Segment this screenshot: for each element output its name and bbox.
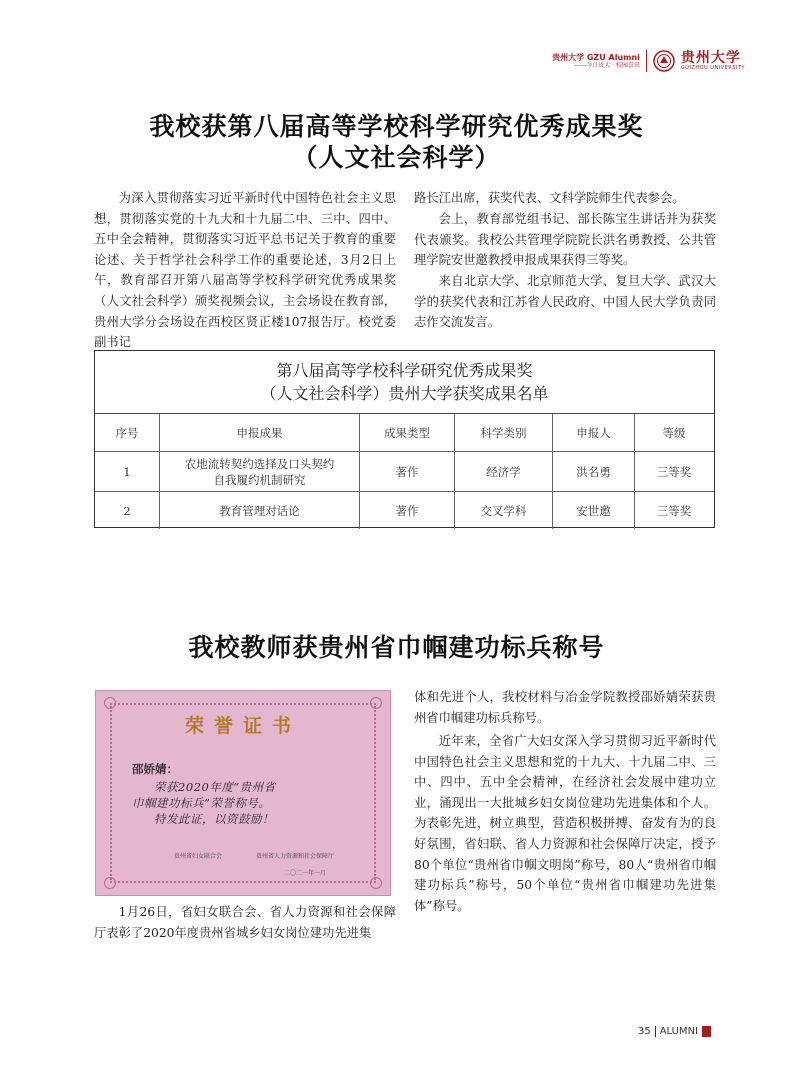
logo-divider [646, 50, 647, 72]
table-cell: 2 [95, 492, 160, 529]
footer-accent-block [702, 1026, 711, 1037]
certificate-title: 荣誉证书 [184, 715, 301, 737]
column-header: 申报人 [553, 414, 635, 451]
article1-left-paragraph: 为深入贯彻落实习近平新时代中国特色社会主义思想，贯彻落实党的十九大和十九届二中、三中、四中、五中全会精神，贯彻落实习近平总书记关于教育的重要论述、关于哲学社会科学工作的重要论述，3月2日上午，教育部召开第八届高等学校科学研究优秀成果奖（人文社会科学）颁奖视频会议，主会场设在教育部，贵州大学分会场设在西校区贤正楼107报告厅。校党委副书记 [94, 191, 396, 350]
magazine-name: ALUMNI [659, 1026, 698, 1037]
alumni-name: 贵州大学 GZU Alumni [552, 52, 640, 62]
table-cell: 安世邀 [553, 492, 635, 529]
table-cell: 1 [95, 452, 160, 491]
certificate-corner-ornament [104, 697, 116, 709]
table-caption-line2: （人文社会科学）贵州大学获奖成果名单 [260, 384, 549, 403]
certificate-corner-ornament [370, 877, 382, 889]
certificate-date: 二〇二一年一月 [284, 870, 327, 877]
university-name-en: GUIZHOU UNIVERSITY [680, 64, 745, 71]
article1-subtitle: （人文社会科学） [292, 143, 501, 172]
table-row [95, 492, 714, 529]
table-cell: 三等奖 [656, 503, 692, 518]
page-footer [638, 1026, 711, 1037]
university-emblem-icon [653, 50, 675, 72]
footer-separator [655, 1026, 656, 1037]
column-header: 等级 [662, 425, 686, 440]
article1-title: 我校获第八届高等学校科学研究优秀成果奖 [149, 112, 644, 141]
article2-left-paragraph: 1月26日，省妇女联合会、省人力资源和社会保障厅表彰了2020年度贵州省城乡妇女岗位建功先进集 [94, 905, 396, 940]
certificate-corner-ornament [104, 877, 116, 889]
certificate-recipient: 邵娇婧： [132, 762, 178, 776]
table-cell: 经济学 [455, 452, 553, 491]
page-number: 35 [637, 1026, 651, 1037]
certificate-issuer: 贵州省人力资源和社会保障厅 [256, 853, 335, 860]
university-brand [681, 51, 745, 71]
article1-right-paragraph-2: 会上，教育部党组书记、部长陈宝生讲话并为获奖代表颁奖。我校公共管理学院院长洪名勇教授、公共管理学院安世邀教授申报成果获得三等奖。 [414, 212, 716, 268]
award-table [94, 350, 715, 528]
certificate-corner-ornament [370, 697, 382, 709]
certificate-text-line: 特发此证，以资鼓励！ [154, 812, 274, 826]
article2-right-paragraph-2: 近年来，全省广大妇女深入学习贯彻习近平新时代中国特色社会主义思想和党的十九大、十九届二中、三中、四中、五中全会精神，在经济社会发展中建功立业，涌现出一大批城乡妇女岗位建功先进集体和个人。为表彰先进，树立典型，营造积极拼搏、奋发有为的良好氛围，省妇联、省人力资源和社会保障厅决定，授予80个单位“贵州省巾帼文明岗”称号，80人“贵州省巾帼建功标兵”称号，50个单位“贵州省巾帼建功先进集体”称号。 [414, 734, 716, 913]
table-cell: 洪名勇 [553, 452, 635, 491]
column-header: 申报成果 [160, 414, 360, 451]
table-cell: 三等奖 [656, 464, 692, 479]
table-cell: 著作 [360, 452, 455, 491]
table-header-row [95, 414, 714, 452]
table-row [95, 452, 714, 492]
university-name: 贵州大学 [680, 50, 741, 67]
column-header: 科学类别 [455, 414, 553, 451]
column-header: 成果类型 [360, 414, 455, 451]
table-cell: 著作 [360, 492, 455, 529]
table-cell: 教育管理对话论 [160, 492, 360, 529]
table-caption [95, 351, 714, 414]
article2-right-paragraph-1: 体和先进个人，我校材料与冶金学院教授邵娇婧荣获贵州省巾帼建功标兵称号。 [414, 690, 716, 725]
article1-right-paragraph-1: 路长江出席，获奖代表、文科学院师生代表参会。 [414, 191, 685, 205]
alumni-slogan: ——今日贵大 · 校园喜讯 [574, 62, 640, 70]
column-header: 序号 [95, 414, 160, 451]
certificate-text-line: 荣获2020年度“贵州省 [154, 780, 276, 794]
article2-title: 我校教师获贵州省巾帼建功标兵称号 [188, 633, 605, 662]
table-cell: 农地流转契约选择及口头契约自我履约机制研究 [160, 452, 360, 491]
certificate-photo [95, 690, 391, 896]
certificate-issuer: 贵州省妇女联合会 [174, 853, 223, 860]
certificate-text-line: 巾帼建功标兵”荣誉称号。 [132, 796, 271, 810]
table-caption-line1: 第八届高等学校科学研究优秀成果奖 [276, 361, 533, 380]
alumni-brand [552, 53, 640, 70]
article1-right-paragraph-3: 来自北京大学、北京师范大学、复旦大学、武汉大学的获奖代表和江苏省人民政府、中国人民大学负责同志作交流发言。 [414, 274, 716, 330]
table-cell: 交叉学科 [455, 492, 553, 529]
header-logo [552, 50, 745, 72]
